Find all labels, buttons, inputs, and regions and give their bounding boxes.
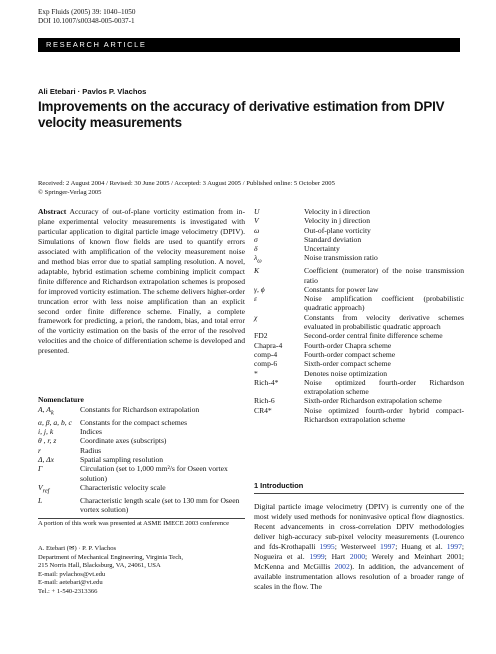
nomenclature-definition: Uncertainty — [304, 244, 340, 254]
nomenclature-definition: Fourth-order Chapra scheme — [304, 340, 392, 350]
copyright: © Springer-Verlag 2005 — [38, 188, 102, 196]
nomenclature-row — [254, 331, 464, 340]
affiliation-email: E-mail: pvlachos@vt.edu — [38, 570, 106, 578]
nomenclature-row — [38, 496, 253, 515]
nomenclature-definition: Constants for power law — [304, 284, 379, 294]
introduction-text: Digital particle image velocimetry (DPIV) is currently one of the most widely used methods for noninvasive optical flow diagnostics. Recent advancements in cross-correlation DPIV methodologies deliver high-accuracy sub-pixel velocity measurements (Lourenco and fds-Krothapalli 1995; Westerweel 1997; Huang et al. 1997; Nogueira et al. 1999; Hart 2000; Werely and Meinhart 2001; McKenna and McGillis 2002). In addition, the advancement of available instrumentation allows resolution of a broader range of scales in the flow. The — [254, 502, 465, 591]
nomenclature-definition: Standard deviation — [304, 234, 362, 244]
nomenclature-definition: Sixth-order compact scheme — [304, 359, 391, 369]
nomenclature-symbol: comp-6 — [254, 359, 278, 369]
section-heading-introduction: 1 Introduction — [254, 481, 304, 490]
nomenclature-definition: Noise transmission ratio — [304, 253, 378, 263]
section-divider — [254, 493, 464, 494]
abstract — [38, 207, 245, 356]
nomenclature-symbol: Δ, Δx — [38, 455, 54, 464]
article-type-banner: RESEARCH ARTICLE — [38, 38, 460, 52]
nomenclature-row — [38, 455, 253, 464]
nomenclature-row — [254, 244, 464, 253]
nomenclature-row — [38, 483, 253, 496]
nomenclature-row — [38, 436, 253, 445]
nomenclature-symbol: θ , r, z — [38, 436, 57, 446]
nomenclature-row — [254, 396, 464, 405]
nomenclature-symbol: $V_{ref}$ — [38, 482, 50, 495]
nomenclature-symbol: comp-4 — [254, 349, 278, 359]
nomenclature-symbol: $\lambda_\omega$ — [254, 253, 262, 265]
nomenclature-definition: Characteristic length scale (set to 130 mm for Oseen vortex solution) — [80, 495, 240, 514]
nomenclature-row — [254, 216, 464, 225]
nomenclature-definition: Velocity in j direction — [304, 216, 371, 226]
citation-link[interactable]: 2000 — [349, 551, 366, 561]
citation-link[interactable]: 1995 — [319, 541, 335, 551]
affiliation-address: 215 Norris Hall, Blacksburg, VA, 24061, USA — [38, 562, 161, 569]
nomenclature-definition: Noise optimized fourth-order hybrid compact-Richardson extrapolation scheme — [304, 405, 464, 425]
nomenclature-symbol: CR4* — [254, 405, 272, 415]
nomenclature-symbol: Γ — [38, 464, 43, 474]
nomenclature-row — [254, 294, 464, 313]
nomenclature-row — [254, 235, 464, 244]
conference-footnote: A portion of this work was presented at ASME IMECE 2003 conference — [38, 520, 229, 527]
nomenclature-definition: Spatial sampling resolution — [80, 455, 164, 464]
affiliation-department: Department of Mechanical Engineering, Virginia Tech, — [38, 553, 184, 561]
nomenclature-definition: Coefficient (numerator) of the noise transmission ratio — [304, 266, 464, 285]
nomenclature-row — [38, 418, 253, 427]
abstract-label: Abstract — [38, 207, 67, 216]
nomenclature-symbol: δ — [254, 244, 258, 254]
nomenclature-row — [254, 313, 464, 332]
citation-link[interactable]: 2002 — [334, 561, 350, 571]
nomenclature-symbol: Rich-6 — [254, 396, 275, 406]
nomenclature-row — [254, 369, 464, 378]
nomenclature-definition: Coordinate axes (subscripts) — [80, 436, 167, 446]
nomenclature-row — [254, 207, 464, 216]
nomenclature-symbol: K — [254, 266, 260, 276]
nomenclature-symbol: FD2 — [254, 331, 268, 341]
nomenclature-definition: Velocity in i direction — [304, 207, 371, 216]
nomenclature-symbol: * — [254, 368, 258, 378]
nomenclature-row — [254, 266, 464, 285]
nomenclature-row — [254, 226, 464, 235]
nomenclature-definition: Constants from velocity derivative schemes evaluated in probabilistic quadratic approach — [304, 312, 464, 332]
nomenclature-list-left — [38, 405, 253, 514]
nomenclature-heading: Nomenclature — [38, 395, 84, 404]
nomenclature-definition: Circulation (set to 1,000 mm²/s for Oseen vortex solution) — [80, 464, 228, 483]
nomenclature-row — [254, 350, 464, 359]
nomenclature-definition: Constants for the compact schemes — [80, 417, 188, 427]
doi: DOI 10.1007/s00348-005-0037-1 — [38, 17, 135, 25]
nomenclature-definition: Out-of-plane vorticity — [304, 225, 371, 235]
nomenclature-definition: Radius — [80, 445, 102, 455]
nomenclature-symbol: r — [38, 445, 41, 455]
nomenclature-definition: Noise optimized fourth-order Richardson extrapolation scheme — [304, 377, 464, 397]
footnote-divider — [38, 518, 245, 519]
author-list: Ali Etebari · Pavlos P. Vlachos — [38, 87, 147, 96]
nomenclature-row — [254, 359, 464, 368]
nomenclature-symbol: α, β, a, b, c — [38, 417, 72, 427]
nomenclature-row — [38, 446, 253, 455]
nomenclature-row — [38, 427, 253, 436]
nomenclature-row — [254, 378, 464, 397]
nomenclature-definition: Characteristic velocity scale — [80, 482, 166, 492]
nomenclature-symbol: γ, ϕ — [254, 284, 265, 294]
nomenclature-list-right — [254, 207, 464, 424]
nomenclature-row — [254, 406, 464, 425]
nomenclature-definition: Indices — [80, 427, 102, 437]
nomenclature-row — [254, 253, 464, 266]
affiliation-phone: Tel.: + 1-540-2313366 — [38, 587, 98, 595]
nomenclature-row — [254, 285, 464, 294]
nomenclature-symbol: ε — [254, 294, 257, 304]
nomenclature-symbol: A, $A_k$ — [38, 405, 54, 417]
affiliation-email: E-mail: aetebari@vt.edu — [38, 579, 103, 586]
nomenclature-symbol: U — [254, 207, 260, 216]
paper-title: Improvements on the accuracy of derivative estimation from DPIV velocity measurements — [38, 99, 445, 130]
affiliation-names: A. Etebari (✉) · P. P. Vlachos — [38, 545, 117, 552]
nomenclature-symbol: ω — [254, 225, 260, 235]
nomenclature-row — [254, 341, 464, 350]
nomenclature-symbol: V — [254, 216, 259, 226]
nomenclature-definition: Noise amplification coefficient (probabilistic quadratic approach) — [304, 294, 464, 313]
nomenclature-row — [38, 405, 253, 418]
nomenclature-symbol: Chapra-4 — [254, 340, 283, 350]
publication-dates — [38, 180, 468, 197]
nomenclature-symbol: χ — [254, 312, 258, 322]
nomenclature-symbol: Rich-4* — [254, 377, 279, 387]
journal-citation: Exp Fluids (2005) 39: 1040–1050 — [38, 8, 136, 16]
nomenclature-definition: Sixth-order Richardson extrapolation scheme — [304, 396, 442, 406]
citation-link[interactable]: 1997 — [446, 541, 462, 551]
nomenclature-definition: Constants for Richardson extrapolation — [80, 405, 200, 414]
nomenclature-symbol: L — [38, 495, 43, 505]
nomenclature-row — [38, 464, 253, 483]
nomenclature-symbol: i, j, k — [38, 427, 54, 437]
abstract-text: Accuracy of out-of-plane vorticity estimation from in-plane experimental velocity measurements is investigated with particular application to digital particle image velocimetry (DPIV). Simulations of known flow fields are used to quantify errors associated with amplification of the velocity measurement noise and method bias error due to spatial sampling resolution. A novel, adaptable, hybrid estimation scheme combining implicit compact finite difference and Richardson extrapolation schemes is proposed for improved vorticity estimation. The scheme delivers higher-order truncation error with less noise amplification than an explicit second order finite difference scheme. Finally, a complete framework for predicting, a priori, the random, bias, and total error of the vorticity estimation on the basis of the error of the resolved velocities and the choice of differentiation scheme is developed and presented. — [38, 207, 245, 356]
nomenclature-symbol: σ — [254, 234, 258, 244]
author-affiliation — [38, 545, 248, 596]
nomenclature-definition: Second-order central finite difference scheme — [304, 331, 443, 341]
citation-link[interactable]: 1999 — [309, 551, 325, 561]
nomenclature-definition: Fourth-order compact scheme — [304, 349, 396, 359]
history-dates: Received: 2 August 2004 / Revised: 30 June 2005 / Accepted: 3 August 2005 / Published online: 5 October 2005 — [38, 180, 335, 187]
journal-header — [38, 8, 135, 26]
citation-link[interactable]: 1997 — [380, 541, 396, 551]
nomenclature-definition: Denotes noise optimization — [304, 368, 388, 378]
